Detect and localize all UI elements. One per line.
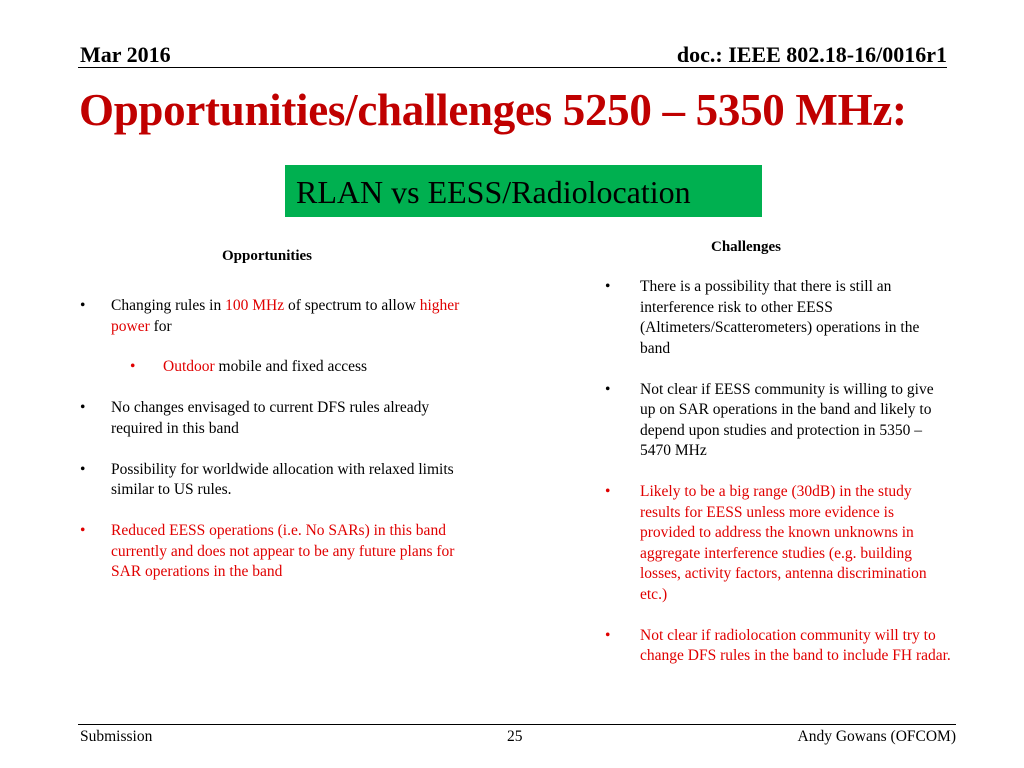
bullet-icon: •: [80, 399, 86, 416]
banner-label: RLAN vs EESS/Radiolocation: [296, 174, 691, 210]
text-part: for: [149, 317, 172, 335]
page-number: 25: [507, 728, 523, 745]
challenge-item: [602, 626, 952, 667]
challenge-item: [602, 277, 952, 359]
text-highlight: higher power: [111, 297, 460, 335]
bullet-icon: •: [605, 626, 611, 644]
item-text: Reduced EESS operations (i.e. No SARs) in this band currently and does not appear to be any future plans for SAR operations in the band: [111, 522, 455, 580]
item-text: Not clear if radiolocation community will try to change DFS rules in the band to include FH radar.: [640, 626, 951, 664]
bullet-icon: •: [605, 380, 611, 398]
opportunities-heading: Opportunities: [222, 248, 313, 264]
item-text: There is a possibility that there is still an interference risk to other EESS (Altimeters/Scatterometers) operations in the band: [640, 278, 920, 357]
text-part: of spectrum to allow: [284, 297, 420, 314]
bullet-icon: •: [605, 483, 611, 500]
bullet-icon: •: [605, 278, 611, 295]
text-part: mobile and fixed access: [214, 358, 368, 375]
challenge-item: [602, 482, 952, 605]
bullet-icon: •: [80, 460, 86, 478]
header-divider: [78, 67, 947, 68]
item-text: Likely to be a big range (30dB) in the study results for EESS unless more evidence is provided to address the known unknowns in aggregate interference studies (e.g. building losses, activity factors, antenna discrimination etc.): [640, 483, 927, 603]
text-part: Changing rules in: [111, 297, 226, 314]
opportunity-item: [80, 521, 480, 583]
header-date: Mar 2016: [80, 42, 171, 67]
item-text: Not clear if EESS community is willing to give up on SAR operations in the band and likely to depend upon studies and protection in 5350 – 5470 MHz: [640, 380, 934, 459]
opportunities-column: [80, 246, 480, 583]
header-doc-id: doc.: IEEE 802.18-16/0016r1: [676, 42, 947, 67]
challenges-column: [602, 237, 952, 667]
opportunity-item: [80, 460, 480, 501]
challenges-heading: Challenges: [711, 239, 782, 255]
text-highlight: 100 MHz: [225, 297, 285, 314]
text-highlight: Outdoor: [163, 358, 215, 375]
opportunity-subitem: [80, 357, 480, 378]
footer-author: Andy Gowans (OFCOM): [797, 728, 956, 745]
challenge-item: [602, 380, 952, 462]
slide-title: Opportunities/challenges 5250 – 5350 MHz:: [79, 85, 907, 135]
bullet-icon: •: [130, 358, 136, 375]
item-text: No changes envisaged to current DFS rules already required in this band: [111, 399, 430, 437]
opportunity-item: [80, 398, 480, 439]
footer-divider: [78, 724, 956, 725]
bullet-icon: •: [80, 522, 86, 539]
footer-submission: Submission: [80, 728, 153, 745]
banner: [285, 165, 762, 217]
opportunity-item: [80, 296, 480, 337]
item-text: Possibility for worldwide allocation with relaxed limits similar to US rules.: [111, 460, 454, 498]
bullet-icon: •: [80, 297, 86, 314]
